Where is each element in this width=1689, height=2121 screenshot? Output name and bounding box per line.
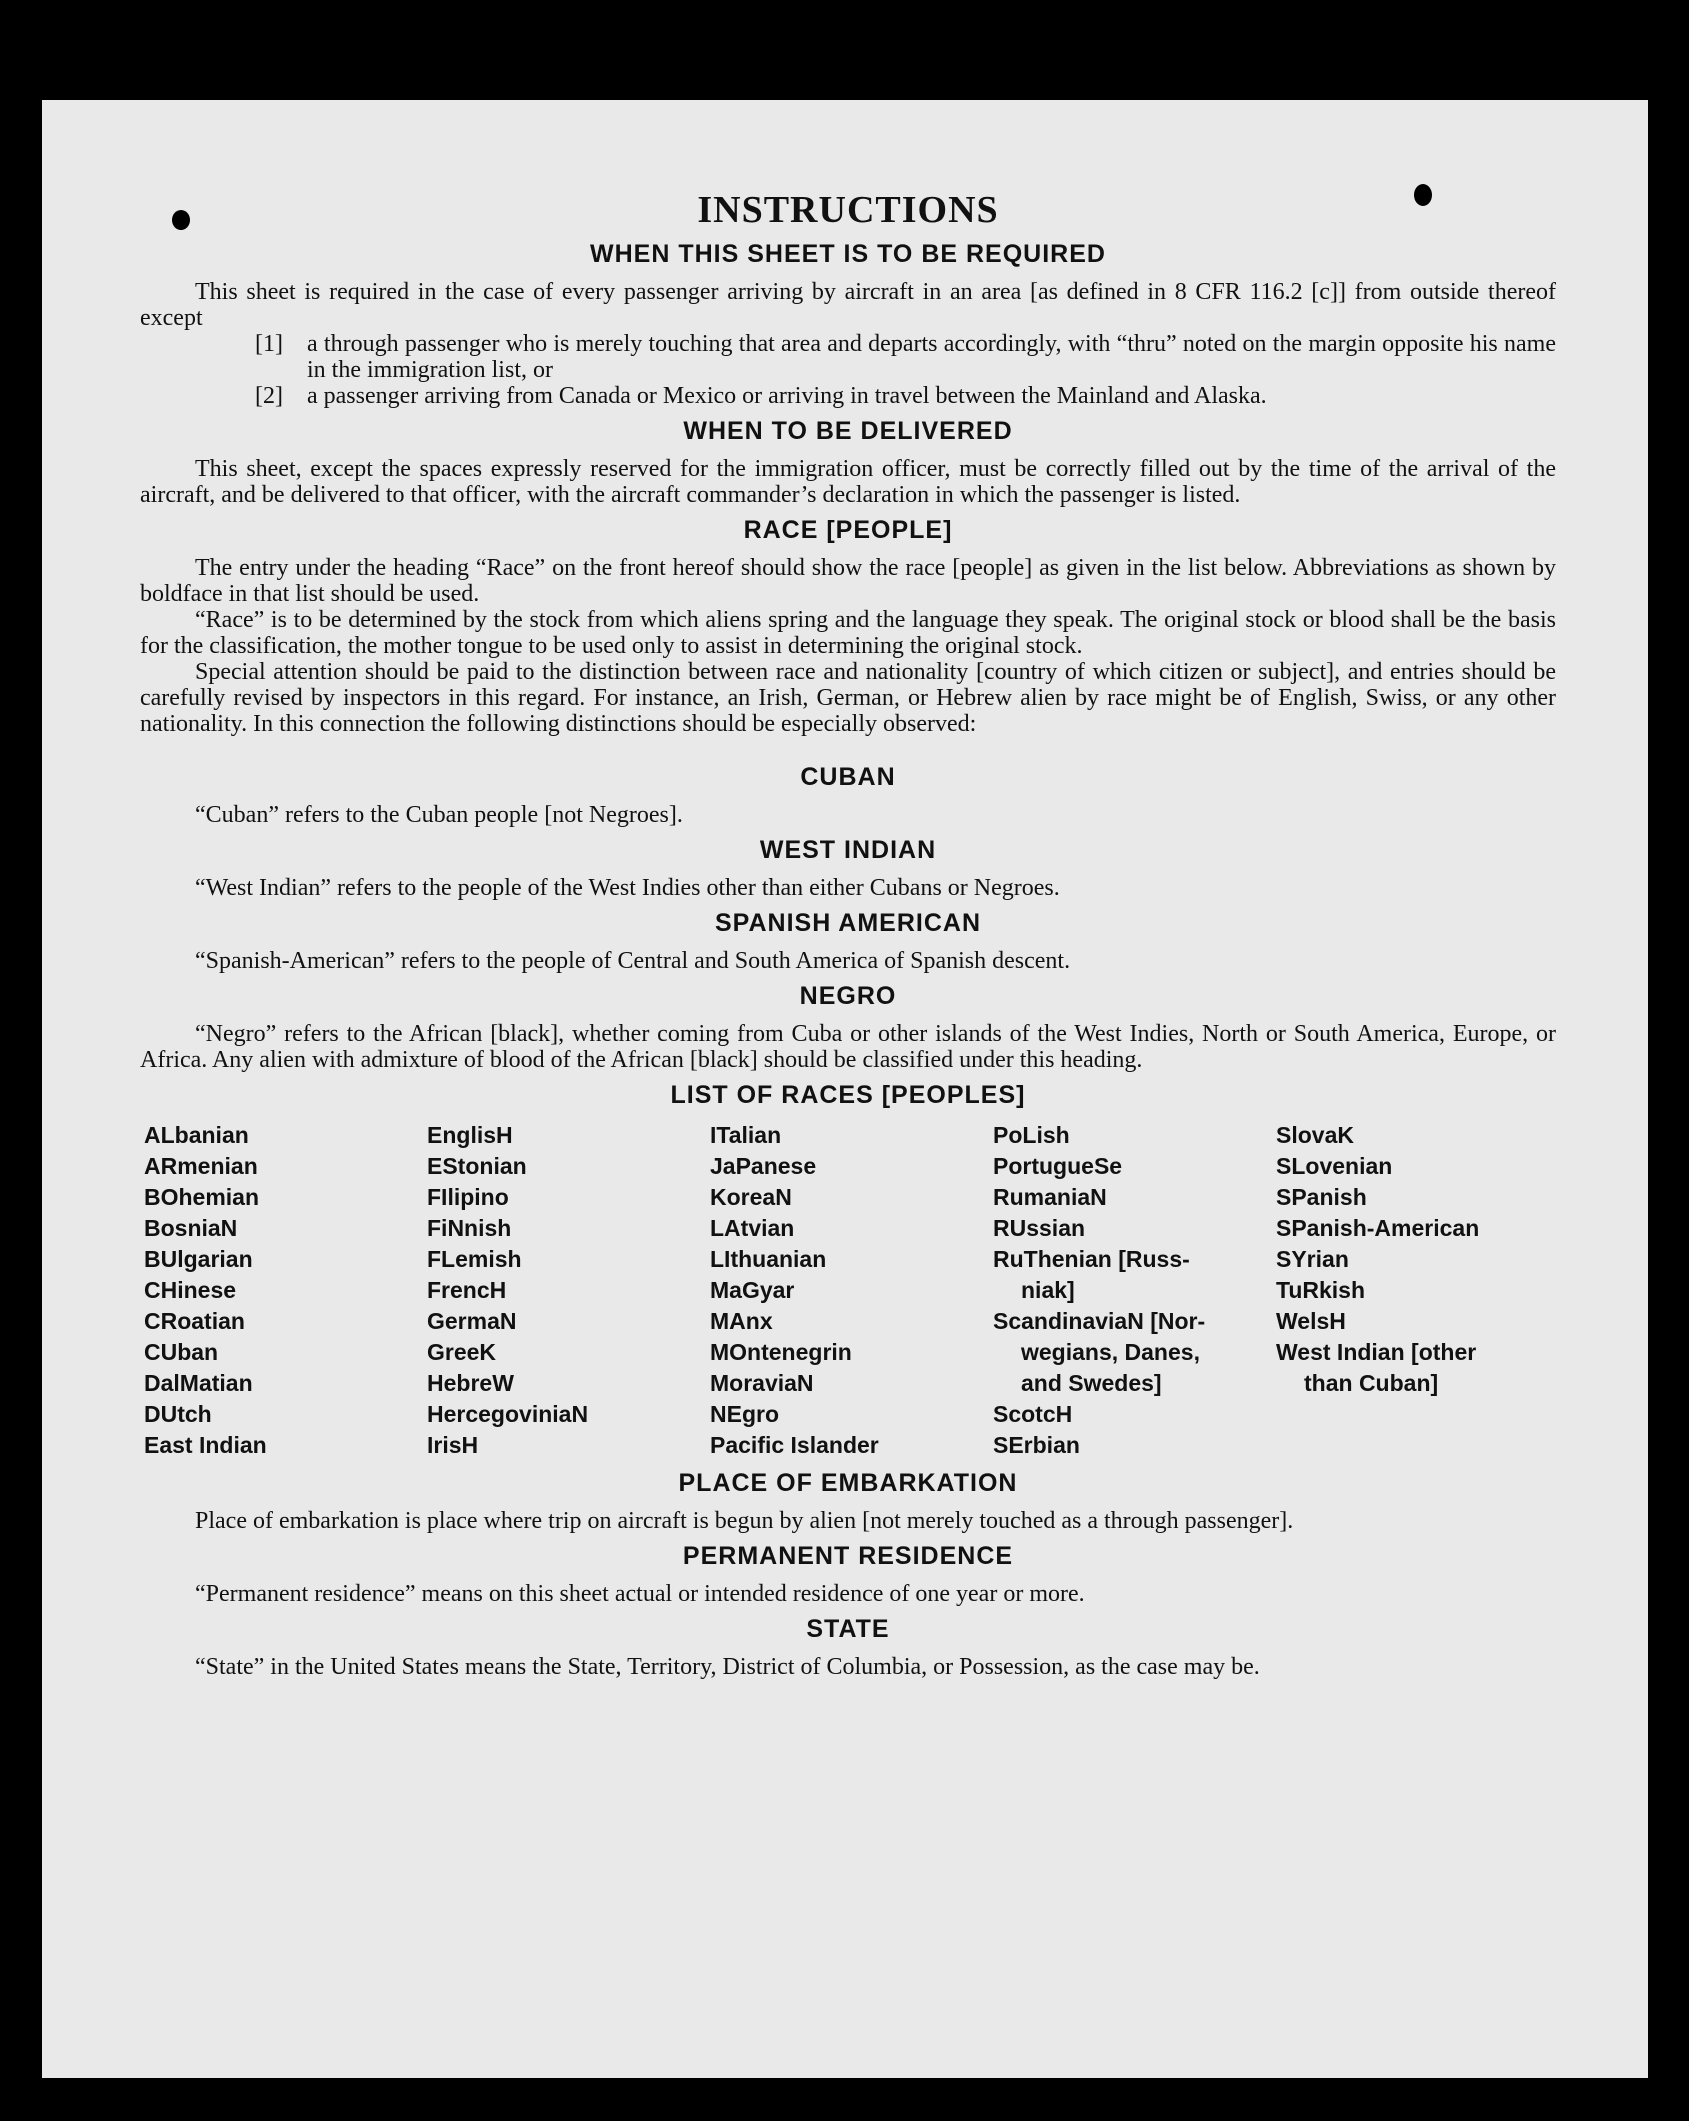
list-item [255,383,1556,409]
races-list [144,1120,1556,1461]
cuban-text: “Cuban” refers to the Cuban people [not Negroes]. [195,802,683,828]
race-entry: LIthuanian [710,1246,827,1272]
race-entry: SPanish-American [1276,1215,1480,1241]
heading-when-required: WHEN THIS SHEET IS TO BE REQUIRED [590,240,1106,268]
race-entry: EnglisH [427,1122,513,1148]
race-entry: RuThenian [Russ- [993,1246,1190,1272]
race-paragraph: “Race” is to be determined by the stock from which aliens spring and the language they speak. The original stock or blood shall be the basis for the classification, the mother tongue to be used only to assist in determining the original stock. [140,607,1556,659]
race-entry: FrencH [427,1277,507,1303]
negro-text: “Negro” refers to the African [black], whether coming from Cuba or other islands of the West Indies, North or South America, Europe, or Africa. Any alien with admixture of blood of the African [black] should be classified under this heading. [140,1021,1556,1073]
race-entry: FIlipino [427,1184,509,1210]
heading-embarkation: PLACE OF EMBARKATION [678,1469,1018,1497]
race-entry: SErbian [993,1432,1080,1458]
race-entry: FLemish [427,1246,522,1272]
race-entry: EStonian [427,1153,527,1179]
race-entry: CHinese [144,1277,237,1303]
race-entry: SPanish [1276,1184,1367,1210]
heading-west-indian: WEST INDIAN [759,836,937,864]
required-text: This sheet is required in the case of every passenger arriving by aircraft in an area [as defined in 8 CFR 116.2 [c]] from outside thereof except [140,279,1556,331]
heading-cuban: CUBAN [800,763,896,791]
delivered-text: This sheet, except the spaces expressly reserved for the immigration officer, must be correctly filled out by the time of the arrival of the aircraft, and be delivered to that officer, with the aircraft commander’s declaration in which the passenger is listed. [140,456,1556,508]
embarkation-text: Place of embarkation is place where trip on aircraft is begun by alien [not merely touched as a through passenger]. [195,1508,1294,1534]
spanish-american-text: “Spanish-American” refers to the people of Central and South America of Spanish descent. [195,948,1071,974]
race-entry: PortugueSe [993,1153,1123,1179]
race-entry: RUssian [993,1215,1086,1241]
race-entry: CRoatian [144,1308,245,1334]
list-item-text: a passenger arriving from Canada or Mexico or arriving in travel between the Mainland and Alaska. [307,383,1267,409]
race-entry: ARmenian [144,1153,258,1179]
race-entry: NEgro [710,1401,779,1427]
race-entry: CUban [144,1339,219,1365]
list-item-number: [2] [255,383,283,409]
race-entry: ALbanian [144,1122,249,1148]
state-text: “State” in the United States means the State, Territory, District of Columbia, or Possession, as the case may be. [195,1654,1260,1680]
race-entry: than Cuban] [1304,1370,1439,1396]
race-entry: West Indian [other [1276,1339,1477,1365]
race-entry: SlovaK [1276,1122,1354,1148]
races-column [144,1120,427,1461]
race-entry: East Indian [144,1432,267,1458]
race-entry: DUtch [144,1401,212,1427]
race-entry: TuRkish [1276,1277,1366,1303]
race-entry: BUlgarian [144,1246,253,1272]
document-sheet [42,100,1648,2078]
race-entry: DalMatian [144,1370,253,1396]
races-column [427,1120,710,1461]
race-entry: SYrian [1276,1246,1349,1272]
races-column [1276,1120,1559,1461]
heading-permanent-residence: PERMANENT RESIDENCE [682,1542,1014,1570]
race-paragraph: Special attention should be paid to the distinction between race and nationality [country of which citizen or subject], and entries should be carefully revised by inspectors in this regard. For instance, an Irish, German, or Hebrew alien by race might be of English, Swiss, or any other nationality. In this connection the following distinctions should be especially observed: [140,659,1556,737]
race-entry: niak] [1021,1277,1075,1303]
races-column [993,1120,1276,1461]
race-entry: ITalian [710,1122,782,1148]
race-entry: ScotcH [993,1401,1073,1427]
heading-spanish-american: SPANISH AMERICAN [714,909,981,937]
heading-negro: NEGRO [799,982,897,1010]
race-entry: RumaniaN [993,1184,1107,1210]
race-entry: wegians, Danes, [1021,1339,1200,1365]
heading-state: STATE [806,1615,890,1643]
race-entry: GreeK [427,1339,497,1365]
list-item [255,331,1556,383]
race-entry: HebreW [427,1370,514,1396]
race-entry: and Swedes] [1021,1370,1162,1396]
race-entry: SLovenian [1276,1153,1393,1179]
west-indian-text: “West Indian” refers to the people of the West Indies other than either Cubans or Negroes. [195,875,1060,901]
race-entry: PoLish [993,1122,1070,1148]
race-entry: WelsH [1276,1308,1346,1334]
race-entry: MoraviaN [710,1370,814,1396]
page-title: INSTRUCTIONS [697,189,999,231]
residence-text: “Permanent residence” means on this sheet actual or intended residence of one year or more. [195,1581,1085,1607]
race-entry: IrisH [427,1432,479,1458]
race-entry: HercegoviniaN [427,1401,589,1427]
race-entry: ScandinaviaN [Nor- [993,1308,1206,1334]
heading-list-of-races: LIST OF RACES [PEOPLES] [670,1081,1026,1109]
race-entry: KoreaN [710,1184,792,1210]
race-entry: BosniaN [144,1215,238,1241]
race-entry: BOhemian [144,1184,260,1210]
race-entry: GermaN [427,1308,517,1334]
race-entry: MOntenegrin [710,1339,852,1365]
heading-race: RACE [PEOPLE] [743,516,953,544]
race-paragraph: The entry under the heading “Race” on the front hereof should show the race [people] as given in the list below. Abbreviations as shown by boldface in that list should be used. [140,555,1556,607]
list-item-number: [1] [255,331,283,357]
races-column [710,1120,993,1461]
race-entry: MAnx [710,1308,773,1334]
document-content [140,188,1556,1680]
race-entry: Pacific Islander [710,1432,879,1458]
race-entry: FiNnish [427,1215,512,1241]
list-item-text: a through passenger who is merely touching that area and departs accordingly, with “thru” noted on the margin opposite his name in the immigration list, or [307,331,1556,383]
race-entry: MaGyar [710,1277,795,1303]
heading-when-delivered: WHEN TO BE DELIVERED [683,417,1013,445]
race-entry: JaPanese [710,1153,817,1179]
race-entry: LAtvian [710,1215,795,1241]
